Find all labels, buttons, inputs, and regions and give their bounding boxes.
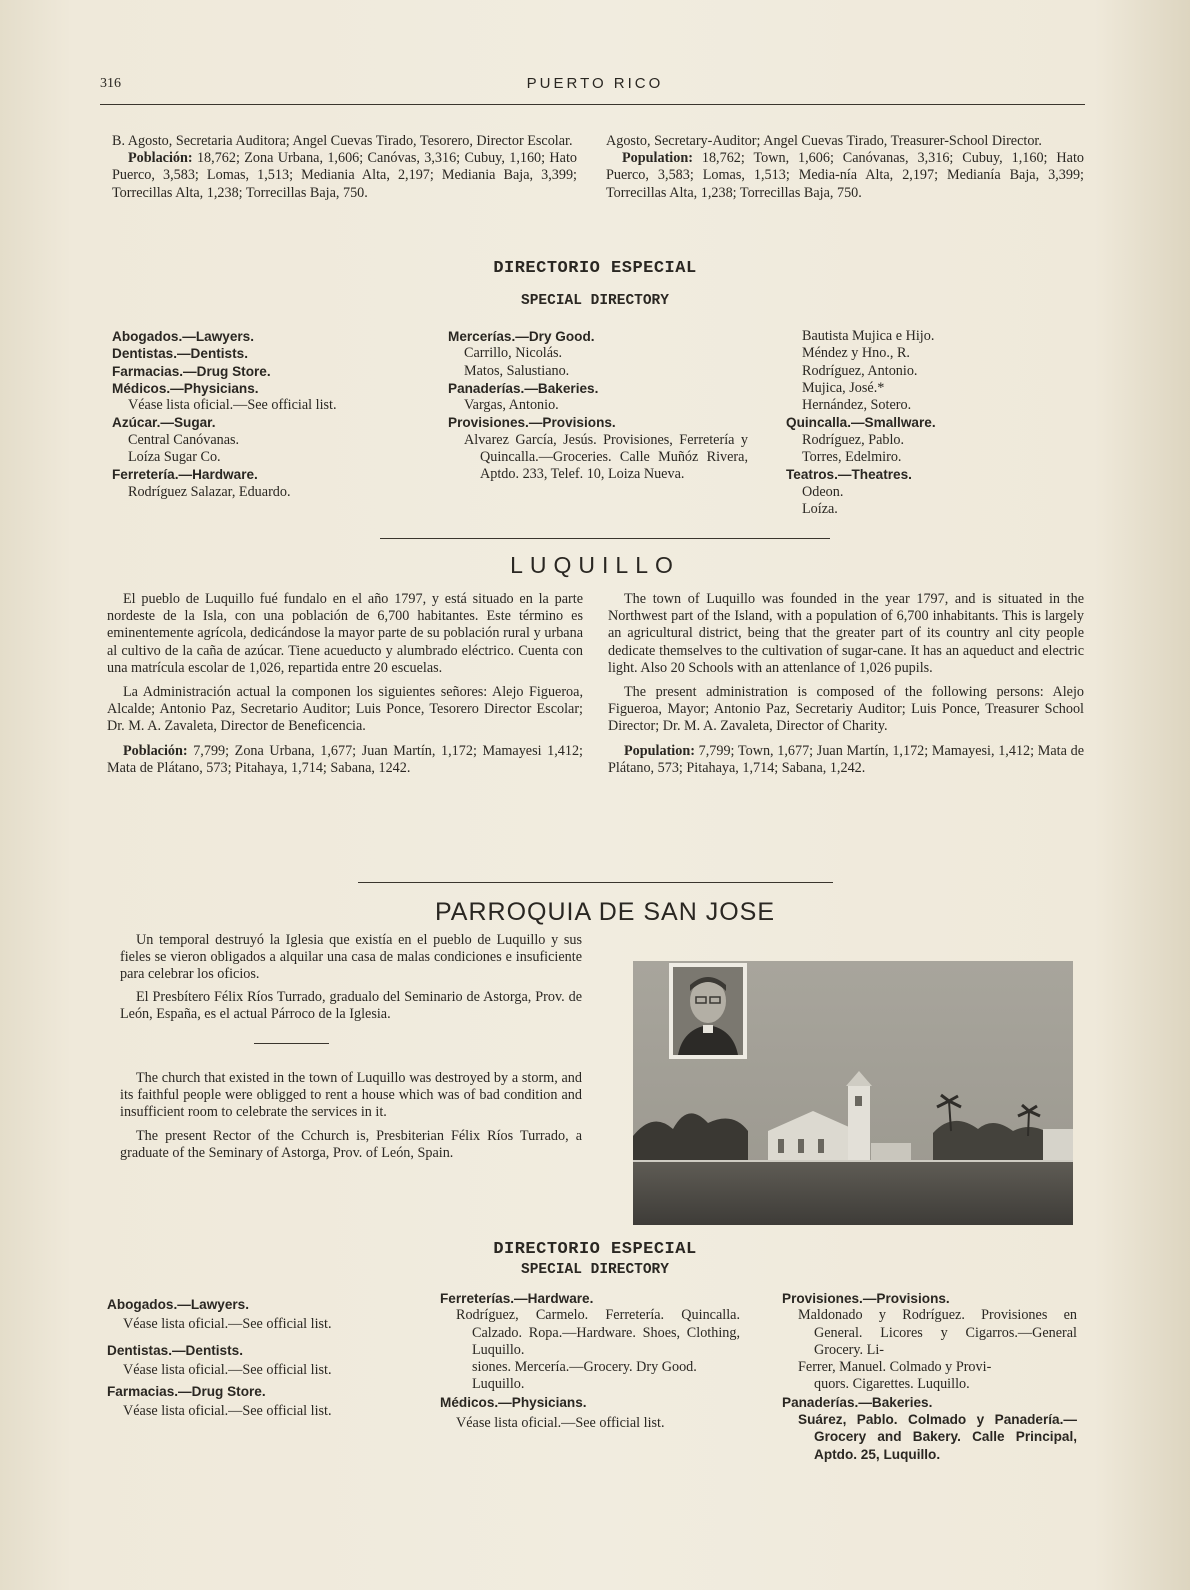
category-farmacias: Farmacias.—Drug Store.: [112, 363, 271, 379]
category-teatros: Teatros.—Theatres.: [786, 467, 912, 483]
directory-entry: Alvarez García, Jesús. Provisiones, Ferretería y Quincalla.—Groceries. Calle Muñóz Rivera, Aptdo. 233, Telef. 10, Loiza Nueva.: [464, 431, 748, 483]
directory-entry: Central Canóvanas.: [128, 431, 240, 448]
intro-left-paragraph: B. Agosto, Secretaria Auditora; Angel Cuevas Tirado, Tesorero, Director Escolar.: [112, 133, 573, 149]
directory-entry: Véase lista oficial.—See official list.: [123, 1361, 332, 1378]
luquillo-es-paragraph-1: El pueblo de Luquillo fué fundalo en el año 1797, y está situado en la parte nordeste de la Isla, con una población de 6,700 habitantes. Este término es eminentemente agrícola, dedicándose la mayor parte de su población rural y urbana al cultivo de la caña de azúcar. Tiene acueducto y alumbrado eléctrico. Cuenta con una matrícula escolar de 1,026, repartida entre 20 escuelas.: [107, 591, 583, 676]
directory-entry: Mujica, José.*: [802, 379, 885, 396]
category-abogados: Abogados.—Lawyers.: [112, 329, 255, 344]
directory2-column-1: [107, 1296, 407, 1421]
running-title: PUERTO RICO: [526, 75, 664, 92]
directory-entry: Rodríguez, Antonio.: [802, 362, 918, 379]
luquillo-en-paragraph-2: The present administration is composed of the following persons: Alejo Figueroa, Mayor; Antonio Paz, Secretariy Auditor; Luis Ponce, Treasurer School Director; Dr. M. A. Zavaleta, Director of Charity.: [608, 684, 1084, 735]
luquillo-es-paragraph-2: La Administración actual la componen los siguientes señores: Alejo Figueroa, Alcalde; Antonio Paz, Secretario Auditor; Luis Ponce, Tesorero Director Escolar; Dr. M. A. Zavaleta, Director de Beneficencia.: [107, 684, 583, 735]
intro-right-column: [606, 133, 1084, 202]
category-medicos: Médicos.—Physicians.: [440, 1394, 587, 1410]
category-panaderias: Panaderías.—Bakeries.: [448, 380, 599, 396]
directory-entry: Méndez y Hno., R.: [802, 345, 910, 362]
luquillo-spanish-column: [107, 591, 583, 777]
category-provisiones: Provisiones.—Provisions.: [782, 1291, 950, 1306]
directory-column-1: [112, 328, 412, 501]
population-label: Population:: [624, 742, 695, 759]
section-divider: [358, 882, 833, 883]
directory2-column-3: [782, 1290, 1077, 1463]
directory-entry: Véase lista oficial.—See official list.: [128, 397, 337, 414]
category-provisiones: Provisiones.—Provisions.: [448, 415, 616, 431]
directory-entry: Véase lista oficial.—See official list.: [123, 1316, 332, 1333]
category-ferreterias: Ferreterías.—Hardware.: [440, 1291, 594, 1306]
population-label: Población:: [128, 150, 193, 167]
directory-entry: Hernández, Sotero.: [802, 397, 912, 414]
category-panaderias: Panaderías.—Bakeries.: [782, 1394, 933, 1410]
parroquia-es-paragraph-2: El Presbítero Félix Ríos Turrado, gradualo del Seminario de Astorga, Prov. de León, España, es el actual Párroco de la Iglesia.: [120, 988, 582, 1022]
parroquia-text-column: [120, 932, 582, 1162]
directory-entry: Suárez, Pablo. Colmado y Panadería.—Grocery and Bakery. Calle Principal, Aptdo. 25, Luquillo.: [798, 1412, 1077, 1462]
paragraph-divider: [254, 1043, 329, 1044]
luquillo-es-population: [107, 743, 583, 777]
directory-entry: Rodríguez Salazar, Eduardo.: [128, 483, 291, 500]
intro-left-population: [112, 150, 577, 202]
parroquia-es-paragraph-1: Un temporal destruyó la Iglesia que existía en el pueblo de Luquillo y sus fieles se vieron obligados a alquilar una casa de malas condiciones e insuficiente para celebrar los oficios.: [120, 932, 582, 983]
directory-entry: Véase lista oficial.—See official list.: [123, 1403, 332, 1420]
population-text: 7,799; Town, 1,677; Juan Martín, 1,172; Mamayesi, 1,412; Mata de Plátano, 573; Pitahaya, 1,714; Sabana, 1,242.: [608, 742, 1084, 776]
population-label: Population:: [622, 150, 693, 167]
intro-right-population: [606, 150, 1084, 202]
directory-column-2: [448, 328, 748, 484]
church-photo-drawing: [633, 961, 1073, 1225]
section-divider: [380, 538, 830, 539]
population-text: 7,799; Zona Urbana, 1,677; Juan Martín, 1,172; Mamayesi 1,412; Mata de Plátano, 573; Pitahaya, 1,714; Sabana, 1242.: [107, 742, 583, 776]
directory-entry: Rodríguez, Pablo.: [802, 431, 905, 448]
category-ferreteria: Ferretería.—Hardware.: [112, 467, 258, 483]
directory-entry: Odeon.: [802, 483, 844, 500]
directory-entry: quors. Cigarettes. Luquillo.: [814, 1376, 970, 1393]
category-azucar: Azúcar.—Sugar.: [112, 415, 216, 431]
directory-entry: Bautista Mujica e Hijo.: [802, 328, 935, 344]
directory-entry: Rodríguez, Carmelo. Ferretería. Quincalla. Calzado. Ropa.—Hardware. Shoes, Clothing, Luquillo.: [456, 1307, 740, 1358]
directory-entry: Loíza Sugar Co.: [128, 449, 221, 466]
luquillo-en-population: [608, 743, 1084, 777]
section-title-parroquia: PARROQUIA DE SAN JOSE: [434, 898, 776, 926]
directory-entry: Véase lista oficial.—See official list.: [456, 1415, 665, 1432]
directory-entry: Carrillo, Nicolás.: [464, 345, 563, 362]
intro-left-column: [112, 133, 577, 202]
category-mercerias: Mercerías.—Dry Good.: [448, 329, 595, 344]
population-text: 18,762; Town, 1,606; Canóvanas, 3,316; Cubuy, 1,160; Hato Puerco, 3,583; Lomas, 1,513; Media-nía Alta, 2,197; Medianía Baja, 3,399; Torrecillas Alta, 1,238; Torrecillas Baja, 750.: [606, 150, 1084, 201]
page-number: 316: [100, 76, 121, 91]
directory-entry: Torres, Edelmiro.: [802, 449, 902, 466]
section-title-luquillo: LUQUILLO: [510, 552, 680, 578]
directory2-column-2: [440, 1290, 740, 1432]
directory-entry: siones. Mercería.—Grocery. Dry Good. Luquillo.: [472, 1359, 697, 1393]
directory-subtitle: SPECIAL DIRECTORY: [521, 1262, 669, 1278]
category-quincalla: Quincalla.—Smallware.: [786, 415, 936, 431]
category-medicos: Médicos.—Physicians.: [112, 380, 259, 396]
parroquia-en-paragraph-1: The church that existed in the town of Luquillo was destroyed by a storm, and its faithful people were obligged to rent a house which was of bad condition and insufficient room to celebrate the services in it.: [120, 1070, 582, 1121]
luquillo-english-column: [608, 591, 1084, 777]
population-label: Población:: [123, 742, 188, 759]
directory-entry: Ferrer, Manuel. Colmado y Provi-: [798, 1359, 992, 1376]
directory-entry: Loíza.: [802, 500, 838, 517]
directory-entry: Maldonado y Rodríguez. Provisiones en General. Licores y Cigarros.—General Grocery. Li-: [798, 1307, 1077, 1358]
church-photograph: [633, 961, 1073, 1225]
directory-entry: Matos, Salustiano.: [464, 362, 570, 379]
directory-column-3: [786, 328, 1066, 518]
directory-title: DIRECTORIO ESPECIAL: [493, 259, 697, 278]
directory-entry: Vargas, Antonio.: [464, 397, 559, 414]
category-farmacias: Farmacias.—Drug Store.: [107, 1384, 266, 1400]
parroquia-en-paragraph-2: The present Rector of the Cchurch is, Presbiterian Félix Ríos Turrado, a graduate of the Seminary of Astorga, Prov. of León, Spain.: [120, 1127, 582, 1161]
header-rule: [100, 104, 1085, 105]
population-text: 18,762; Zona Urbana, 1,606; Canóvas, 3,316; Cubuy, 1,160; Hato Puerco, 3,583; Lomas, 1,513; Mediania Alta, 2,197; Mediania Baja, 3,399; Torrecillas Alta, 1,238; Torrecillas Baja, 750.: [112, 150, 577, 201]
category-dentistas: Dentistas.—Dentists.: [107, 1342, 243, 1358]
directory-subtitle: SPECIAL DIRECTORY: [521, 293, 669, 309]
category-abogados: Abogados.—Lawyers.: [107, 1297, 250, 1312]
intro-right-paragraph: Agosto, Secretary-Auditor; Angel Cuevas Tirado, Treasurer-School Director.: [606, 133, 1042, 149]
category-dentistas: Dentistas.—Dentists.: [112, 346, 248, 362]
directory-title: DIRECTORIO ESPECIAL: [493, 1240, 697, 1259]
luquillo-en-paragraph-1: The town of Luquillo was founded in the year 1797, and is situated in the Northwest part of the Island, with a population of 6,700 inhabitants. This is largely an agricultural district, being that the greater part of its country anl city people dedicate themselves to the cultivation of sugar-cane. It has an aqueduct and electric light. Also 20 Schools with an attenlance of 1,026 pupils.: [608, 591, 1084, 676]
